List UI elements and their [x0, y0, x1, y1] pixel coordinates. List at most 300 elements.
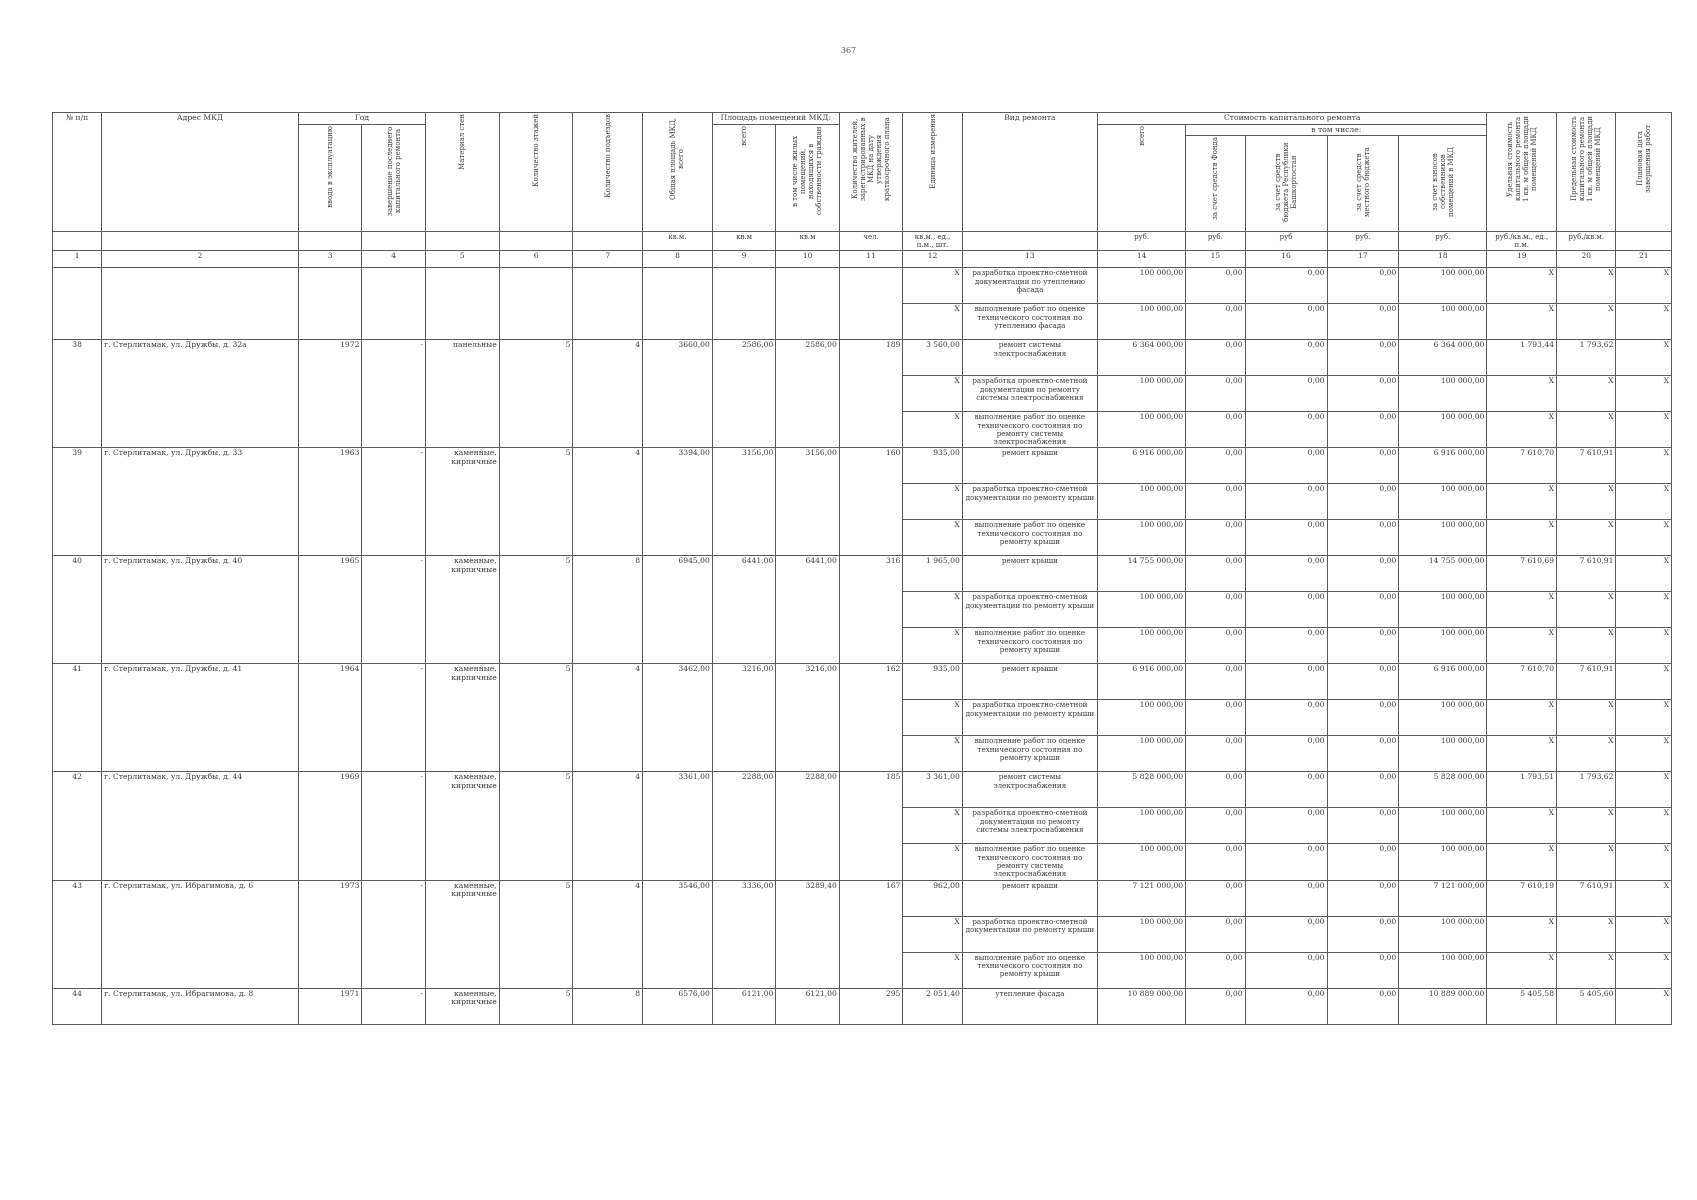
cell-max-cost: 7 610,91 — [1557, 448, 1616, 484]
column-number: 5 — [425, 251, 499, 268]
cell-unit: X — [903, 916, 962, 952]
cell-republic: 0,00 — [1245, 772, 1327, 808]
table-row — [53, 340, 1672, 376]
cell-floors: 5 — [499, 988, 573, 1024]
column-number: 9 — [712, 251, 776, 268]
cell-repair-type: выполнение работ по оценке технического состояния по ремонту крыши — [962, 520, 1097, 556]
cell-unit-cost: 7 610,70 — [1487, 448, 1557, 484]
cell-owners: 6 364 000,00 — [1399, 340, 1487, 376]
cell-planned-date: X — [1616, 736, 1672, 772]
cell-local: 0,00 — [1327, 700, 1399, 736]
cell-area-residential: 2586,00 — [776, 340, 840, 448]
cell-planned-date: X — [1616, 484, 1672, 520]
cell-repair-type: ремонт системы электроснабжения — [962, 340, 1097, 376]
cell-max-cost: X — [1557, 952, 1616, 988]
cell-cost-total: 100 000,00 — [1098, 376, 1186, 412]
cell-unit: 935,00 — [903, 448, 962, 484]
header-commission-year: ввода в эксплуатацию — [298, 124, 362, 231]
cell-last-repair: - — [362, 772, 426, 880]
header-total-area: Общая площадь МКД, всего — [643, 113, 713, 232]
cell-residents: 295 — [839, 988, 903, 1024]
column-number: 16 — [1245, 251, 1327, 268]
cell-commission-year: 1964 — [298, 664, 362, 772]
cell-entrances: 4 — [573, 880, 643, 988]
cell-area-residential: 3289,40 — [776, 880, 840, 988]
cell-local: 0,00 — [1327, 628, 1399, 664]
cell-unit-cost: X — [1487, 484, 1557, 520]
cell-planned-date: X — [1616, 520, 1672, 556]
cell-repair-type: ремонт крыши — [962, 448, 1097, 484]
cell-num: 39 — [53, 448, 102, 556]
column-number: 15 — [1186, 251, 1245, 268]
header-cost-total: всего — [1098, 124, 1186, 231]
cell-num: 38 — [53, 340, 102, 448]
cell-owners: 100 000,00 — [1399, 844, 1487, 880]
cell-area-total: 2288,00 — [712, 772, 776, 880]
cell-address: г. Стерлитамак, ул. Дружбы, д. 41 — [102, 664, 299, 772]
cell-unit-cost: 1 793,44 — [1487, 340, 1557, 376]
column-number: 1 — [53, 251, 102, 268]
cell-cost-total: 100 000,00 — [1098, 700, 1186, 736]
cell-unit-cost: X — [1487, 412, 1557, 448]
cell-local: 0,00 — [1327, 952, 1399, 988]
cell-floors: 5 — [499, 772, 573, 880]
cell-max-cost: X — [1557, 304, 1616, 340]
table-row — [53, 448, 1672, 484]
cell-repair-type: выполнение работ по оценке технического состояния по ремонту крыши — [962, 736, 1097, 772]
cell-max-cost: 7 610,91 — [1557, 556, 1616, 592]
cell-cost-total: 100 000,00 — [1098, 952, 1186, 988]
cell-fund: 0,00 — [1186, 592, 1245, 628]
cell-owners: 100 000,00 — [1399, 916, 1487, 952]
cell-republic: 0,00 — [1245, 376, 1327, 412]
cell-commission-year: 1965 — [298, 556, 362, 664]
cell-repair-type: ремонт крыши — [962, 880, 1097, 916]
cell-unit-cost: X — [1487, 520, 1557, 556]
cell-residents: 316 — [839, 556, 903, 664]
column-number: 4 — [362, 251, 426, 268]
cell-area-total: 3336,00 — [712, 880, 776, 988]
cell-local: 0,00 — [1327, 448, 1399, 484]
cell-max-cost: X — [1557, 736, 1616, 772]
header-local-budget: за счет средств местного бюджета — [1327, 136, 1399, 232]
cell-planned-date: X — [1616, 340, 1672, 376]
cell-fund: 0,00 — [1186, 772, 1245, 808]
cell-planned-date: X — [1616, 988, 1672, 1024]
cell-planned-date: X — [1616, 628, 1672, 664]
cell-area-residential: 3156,00 — [776, 448, 840, 556]
cell-unit: 962,00 — [903, 880, 962, 916]
cell-cost-total: 14 755 000,00 — [1098, 556, 1186, 592]
cell-unit-cost: 7 610,19 — [1487, 880, 1557, 916]
cell-fund: 0,00 — [1186, 700, 1245, 736]
table-row — [53, 772, 1672, 808]
cell-residents: 167 — [839, 880, 903, 988]
cell-republic: 0,00 — [1245, 448, 1327, 484]
column-numbers-row — [53, 251, 1672, 268]
cell-local: 0,00 — [1327, 268, 1399, 304]
cell-planned-date: X — [1616, 268, 1672, 304]
cell-wall-material: каменные, кирпичные — [425, 880, 499, 988]
header-max-cost: Предельная стоимость капитального ремонта 1 кв. м общей площади помещений МКД — [1557, 113, 1616, 232]
cell-repair-type: разработка проектно-сметной документации по ремонту крыши — [962, 484, 1097, 520]
cell-local: 0,00 — [1327, 304, 1399, 340]
cell-repair-type: разработка проектно-сметной документации по ремонту крыши — [962, 592, 1097, 628]
header-unit: Единица измерения — [903, 113, 962, 232]
cell-unit: X — [903, 736, 962, 772]
cell-local: 0,00 — [1327, 340, 1399, 376]
column-number: 3 — [298, 251, 362, 268]
cell-planned-date: X — [1616, 412, 1672, 448]
cell-unit: X — [903, 700, 962, 736]
cell-floors: 5 — [499, 664, 573, 772]
cell-address: г. Стерлитамак, ул. Ибрагимова, д. 8 — [102, 988, 299, 1024]
cell-unit: 2 051,40 — [903, 988, 962, 1024]
cell-entrances: 4 — [573, 772, 643, 880]
column-number: 17 — [1327, 251, 1399, 268]
cell-floors: 5 — [499, 448, 573, 556]
header-owners: за счет взносов собственников помещений в МКД — [1399, 136, 1487, 232]
cell-republic: 0,00 — [1245, 844, 1327, 880]
column-number: 6 — [499, 251, 573, 268]
unit-cell: кв.м. — [643, 232, 713, 251]
cell-num: 40 — [53, 556, 102, 664]
column-number: 7 — [573, 251, 643, 268]
cell-repair-type: разработка проектно-сметной документации по утеплению фасада — [962, 268, 1097, 304]
cell-fund: 0,00 — [1186, 484, 1245, 520]
cell-unit-cost: X — [1487, 952, 1557, 988]
header-repair-type: Вид ремонта — [962, 113, 1097, 232]
column-number: 10 — [776, 251, 840, 268]
cell-owners: 100 000,00 — [1399, 628, 1487, 664]
header-num: № п/п — [53, 113, 102, 232]
cell-planned-date: X — [1616, 304, 1672, 340]
cell-max-cost: X — [1557, 808, 1616, 844]
unit-cell: руб./кв.м., ед., п.м. — [1487, 232, 1557, 251]
cell-fund: 0,00 — [1186, 340, 1245, 376]
header-area-residential: в том числе жилых помещений, находящихся в собственности граждан — [776, 124, 840, 231]
cell-local: 0,00 — [1327, 592, 1399, 628]
cell-owners: 6 916 000,00 — [1399, 664, 1487, 700]
table-row — [53, 556, 1672, 592]
header-planned-date: Плановая дата завершения работ — [1616, 113, 1672, 232]
cell-repair-type: разработка проектно-сметной документации по ремонту системы электроснабжения — [962, 376, 1097, 412]
cell-fund: 0,00 — [1186, 808, 1245, 844]
cell-planned-date: X — [1616, 880, 1672, 916]
cell-commission-year: 1973 — [298, 880, 362, 988]
cell-planned-date: X — [1616, 808, 1672, 844]
cell-wall-material: каменные, кирпичные — [425, 988, 499, 1024]
cell-unit: X — [903, 952, 962, 988]
cell-republic: 0,00 — [1245, 628, 1327, 664]
cell-area-total: 6121,00 — [712, 988, 776, 1024]
cell-local: 0,00 — [1327, 412, 1399, 448]
header-wall-material: Материал стен — [425, 113, 499, 232]
cell-republic: 0,00 — [1245, 484, 1327, 520]
cell-republic: 0,00 — [1245, 664, 1327, 700]
cell-fund: 0,00 — [1186, 556, 1245, 592]
cell-repair-type: ремонт крыши — [962, 664, 1097, 700]
cell-residents: 189 — [839, 340, 903, 448]
cell-planned-date: X — [1616, 556, 1672, 592]
cell-fund: 0,00 — [1186, 736, 1245, 772]
table-row — [53, 988, 1672, 1024]
cell-republic: 0,00 — [1245, 736, 1327, 772]
cell-commission-year: 1969 — [298, 772, 362, 880]
cell-republic: 0,00 — [1245, 916, 1327, 952]
cell-area-residential: 3216,00 — [776, 664, 840, 772]
cell-cost-total: 100 000,00 — [1098, 268, 1186, 304]
cell-planned-date: X — [1616, 772, 1672, 808]
cell-cost-total: 100 000,00 — [1098, 808, 1186, 844]
cell-repair-type: ремонт крыши — [962, 556, 1097, 592]
cell-cost-total: 100 000,00 — [1098, 736, 1186, 772]
cell-owners: 100 000,00 — [1399, 520, 1487, 556]
header-residents: Количество жителей, зарегистрированных в МКД на дату утверждения краткосрочного плана — [839, 113, 903, 232]
cell-planned-date: X — [1616, 448, 1672, 484]
cell-total-area: 3394,00 — [643, 448, 713, 556]
cell-repair-type: ремонт системы электроснабжения — [962, 772, 1097, 808]
cell-address: г. Стерлитамак, ул. Дружбы, д. 32а — [102, 340, 299, 448]
cell-local: 0,00 — [1327, 664, 1399, 700]
cell-republic: 0,00 — [1245, 952, 1327, 988]
header-address: Адрес МКД — [102, 113, 299, 232]
cell-entrances: 4 — [573, 664, 643, 772]
column-number: 13 — [962, 251, 1097, 268]
cell-cost-total: 100 000,00 — [1098, 628, 1186, 664]
cell-fund: 0,00 — [1186, 844, 1245, 880]
cell-total-area: 3462,00 — [643, 664, 713, 772]
cell-republic: 0,00 — [1245, 340, 1327, 376]
cell-cost-total: 100 000,00 — [1098, 412, 1186, 448]
cell-last-repair: - — [362, 340, 426, 448]
cell-total-area: 3546,00 — [643, 880, 713, 988]
unit-cell: руб. — [1327, 232, 1399, 251]
table-header — [53, 113, 1672, 268]
header-floors: Количество этажей — [499, 113, 573, 232]
cell-local: 0,00 — [1327, 736, 1399, 772]
cell-num: 44 — [53, 988, 102, 1024]
cell-max-cost: X — [1557, 700, 1616, 736]
unit-cell: руб./кв.м. — [1557, 232, 1616, 251]
cell-entrances: 4 — [573, 448, 643, 556]
unit-cell: руб. — [1399, 232, 1487, 251]
cell-wall-material: каменные, кирпичные — [425, 448, 499, 556]
column-number: 14 — [1098, 251, 1186, 268]
cell-owners: 100 000,00 — [1399, 592, 1487, 628]
cell-repair-type: разработка проектно-сметной документации по ремонту крыши — [962, 916, 1097, 952]
cell-local: 0,00 — [1327, 844, 1399, 880]
cell-unit: 1 965,00 — [903, 556, 962, 592]
cell-unit: X — [903, 376, 962, 412]
cell-repair-type: выполнение работ по оценке технического состояния по ремонту крыши — [962, 628, 1097, 664]
cell-planned-date: X — [1616, 952, 1672, 988]
cell-owners: 100 000,00 — [1399, 268, 1487, 304]
cell-commission-year: 1971 — [298, 988, 362, 1024]
cell-republic: 0,00 — [1245, 304, 1327, 340]
cell-planned-date: X — [1616, 664, 1672, 700]
cell-unit: X — [903, 268, 962, 304]
cell-area-total: 2586,00 — [712, 340, 776, 448]
cell-floors: 5 — [499, 340, 573, 448]
header-fund: за счет средств Фонда — [1186, 136, 1245, 232]
cell-repair-type: разработка проектно-сметной документации по ремонту крыши — [962, 700, 1097, 736]
cell-num: 41 — [53, 664, 102, 772]
cell-wall-material: каменные, кирпичные — [425, 556, 499, 664]
cell-max-cost: 7 610,91 — [1557, 880, 1616, 916]
header-incl-group: в том числе: — [1186, 124, 1487, 136]
cell-fund: 0,00 — [1186, 916, 1245, 952]
cell-area-residential: 6121,00 — [776, 988, 840, 1024]
cell-address: г. Стерлитамак, ул. Дружбы, д. 40 — [102, 556, 299, 664]
cell-entrances: 4 — [573, 340, 643, 448]
cell-fund: 0,00 — [1186, 448, 1245, 484]
cell-unit: X — [903, 592, 962, 628]
cell-wall-material: каменные, кирпичные — [425, 664, 499, 772]
cell-area-total: 6441,00 — [712, 556, 776, 664]
unit-cell: руб. — [1098, 232, 1186, 251]
cell-unit: X — [903, 304, 962, 340]
cell-max-cost: X — [1557, 916, 1616, 952]
cell-unit: X — [903, 844, 962, 880]
cell-total-area: 3361,00 — [643, 772, 713, 880]
cell-cost-total: 6 916 000,00 — [1098, 448, 1186, 484]
cell-unit-cost: X — [1487, 700, 1557, 736]
cell-area-total: 3216,00 — [712, 664, 776, 772]
cell-max-cost: X — [1557, 484, 1616, 520]
cell-total-area: 3660,00 — [643, 340, 713, 448]
cell-unit-cost: X — [1487, 268, 1557, 304]
cell-total-area: 6945,00 — [643, 556, 713, 664]
cell-owners: 10 889 000,00 — [1399, 988, 1487, 1024]
header-last-repair: завершение последнего капитального ремонта — [362, 124, 426, 231]
cell-cost-total: 10 889 000,00 — [1098, 988, 1186, 1024]
cell-fund: 0,00 — [1186, 268, 1245, 304]
cell-fund: 0,00 — [1186, 520, 1245, 556]
cell-residents: 160 — [839, 448, 903, 556]
cell-fund: 0,00 — [1186, 664, 1245, 700]
cell-max-cost: X — [1557, 628, 1616, 664]
cell-wall-material: панельные — [425, 340, 499, 448]
cell-fund: 0,00 — [1186, 988, 1245, 1024]
unit-cell: руб. — [1186, 232, 1245, 251]
column-number: 21 — [1616, 251, 1672, 268]
cell-fund: 0,00 — [1186, 376, 1245, 412]
cell-entrances: 8 — [573, 988, 643, 1024]
cell-commission-year: 1972 — [298, 340, 362, 448]
cell-max-cost: X — [1557, 844, 1616, 880]
cell-planned-date: X — [1616, 844, 1672, 880]
header-entrances: Количество подъездов — [573, 113, 643, 232]
cell-address: г. Стерлитамак, ул. Дружбы, д. 44 — [102, 772, 299, 880]
cell-repair-type: выполнение работ по оценке технического состояния по ремонту системы электроснабжения — [962, 844, 1097, 880]
cell-max-cost: X — [1557, 268, 1616, 304]
cell-local: 0,00 — [1327, 880, 1399, 916]
cell-republic: 0,00 — [1245, 700, 1327, 736]
cell-unit-cost: X — [1487, 376, 1557, 412]
header-area-group: Площадь помещений МКД: — [712, 113, 839, 125]
cell-unit: X — [903, 628, 962, 664]
cell-unit: X — [903, 484, 962, 520]
cell-unit: 935,00 — [903, 664, 962, 700]
cell-max-cost: 1 793,62 — [1557, 340, 1616, 376]
cell-owners: 5 828 000,00 — [1399, 772, 1487, 808]
cell-fund: 0,00 — [1186, 628, 1245, 664]
cell-unit-cost: 1 793,51 — [1487, 772, 1557, 808]
page-number: 367 — [840, 46, 857, 55]
cell-repair-type: выполнение работ по оценке технического состояния по ремонту системы электроснабжения — [962, 412, 1097, 448]
cell-cost-total: 7 121 000,00 — [1098, 880, 1186, 916]
cell-fund: 0,00 — [1186, 952, 1245, 988]
cell-local: 0,00 — [1327, 520, 1399, 556]
cell-owners: 7 121 000,00 — [1399, 880, 1487, 916]
cell-last-repair: - — [362, 664, 426, 772]
cell-total-area: 6576,00 — [643, 988, 713, 1024]
cell-unit: X — [903, 520, 962, 556]
cell-max-cost: X — [1557, 376, 1616, 412]
cell-max-cost: X — [1557, 592, 1616, 628]
header-republic-budget: за счет средств бюджета Республики Башкортостан — [1245, 136, 1327, 232]
cell-republic: 0,00 — [1245, 412, 1327, 448]
cell-republic: 0,00 — [1245, 808, 1327, 844]
cell-max-cost: X — [1557, 520, 1616, 556]
cell-local: 0,00 — [1327, 376, 1399, 412]
cell-last-repair: - — [362, 988, 426, 1024]
cell-cost-total: 5 828 000,00 — [1098, 772, 1186, 808]
unit-cell: руб — [1245, 232, 1327, 251]
cell-unit: 3 560,00 — [903, 340, 962, 376]
cell-republic: 0,00 — [1245, 880, 1327, 916]
unit-cell: чел. — [839, 232, 903, 251]
cell-entrances: 8 — [573, 556, 643, 664]
cell-republic: 0,00 — [1245, 520, 1327, 556]
cell-fund: 0,00 — [1186, 412, 1245, 448]
cell-cost-total: 100 000,00 — [1098, 520, 1186, 556]
cell-wall-material: каменные, кирпичные — [425, 772, 499, 880]
cell-unit: X — [903, 808, 962, 844]
header-year-group: Год — [298, 113, 425, 125]
table-row — [53, 880, 1672, 916]
cell-unit-cost: X — [1487, 304, 1557, 340]
unit-cell: кв.м., ед., п.м., шт. — [903, 232, 962, 251]
cell-last-repair: - — [362, 556, 426, 664]
cell-fund: 0,00 — [1186, 880, 1245, 916]
column-number: 2 — [102, 251, 299, 268]
cell-cost-total: 6 364 000,00 — [1098, 340, 1186, 376]
cell-repair-type: выполнение работ по оценке технического состояния по ремонту крыши — [962, 952, 1097, 988]
cell-unit-cost: 5 405,58 — [1487, 988, 1557, 1024]
table-body — [53, 268, 1672, 1024]
table-row — [53, 664, 1672, 700]
cell-max-cost: 1 793,62 — [1557, 772, 1616, 808]
cell-owners: 100 000,00 — [1399, 700, 1487, 736]
cell-max-cost: 7 610,91 — [1557, 664, 1616, 700]
cell-residents: 162 — [839, 664, 903, 772]
cell-local: 0,00 — [1327, 484, 1399, 520]
column-number: 20 — [1557, 251, 1616, 268]
cell-cost-total: 6 916 000,00 — [1098, 664, 1186, 700]
cell-owners: 14 755 000,00 — [1399, 556, 1487, 592]
cell-area-residential: 6441,00 — [776, 556, 840, 664]
cell-unit-cost: X — [1487, 844, 1557, 880]
header-area-total: всего — [712, 124, 776, 231]
cell-republic: 0,00 — [1245, 592, 1327, 628]
cell-address: г. Стерлитамак, ул. Дружбы, д. 33 — [102, 448, 299, 556]
cell-owners: 100 000,00 — [1399, 304, 1487, 340]
cell-planned-date: X — [1616, 700, 1672, 736]
cell-repair-type: утепление фасада — [962, 988, 1097, 1024]
unit-cell: кв.м — [776, 232, 840, 251]
